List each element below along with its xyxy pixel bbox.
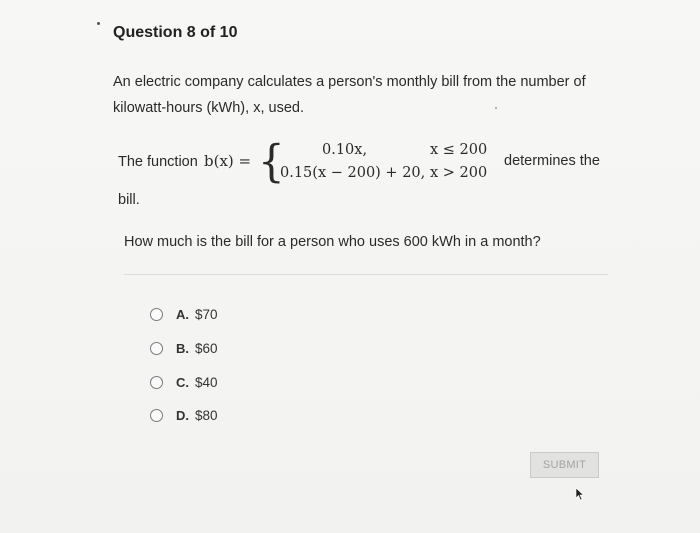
divider [124,274,608,275]
option-letter: B. [176,340,189,356]
case1-condition: x ≤ 200 [430,142,488,158]
question-title: Question 8 of 10 [113,24,238,41]
piecewise-function [118,135,638,188]
case2-condition: x > 200 [430,165,488,181]
option-a[interactable] [150,304,218,324]
radio-button-icon[interactable] [150,342,163,355]
submit-button[interactable]: SUBMIT [530,452,599,478]
option-text: $70 [195,306,218,322]
option-b[interactable] [150,338,218,358]
option-text: $60 [195,340,218,356]
option-text: $80 [195,407,218,423]
decorative-dot [97,22,100,25]
function-tail-text: determines the [504,153,600,169]
option-c[interactable] [150,372,218,392]
option-letter: D. [176,407,189,423]
option-d[interactable] [150,405,218,425]
mouse-cursor-icon [575,487,585,501]
option-text: $40 [195,374,218,390]
radio-button-icon[interactable] [150,376,163,389]
radio-button-icon[interactable] [150,308,163,321]
question-intro: An electric company calculates a person's monthly bill from the number of kilowatt-hours (kWh), x, used. [113,74,586,116]
case2-expression: 0.15(x − 200) + 20, [280,165,426,181]
case1-expression: 0.10x, [322,142,368,158]
left-brace-icon: { [258,135,285,188]
function-tail-text-2: bill. [118,192,140,208]
function-lead-text: The function [118,154,198,170]
option-letter: A. [176,306,189,322]
option-letter: C. [176,374,189,390]
question-prompt: How much is the bill for a person who uses 600 kWh in a month? [124,234,541,250]
radio-button-icon[interactable] [150,409,163,422]
function-name: b(x) = [204,152,252,170]
